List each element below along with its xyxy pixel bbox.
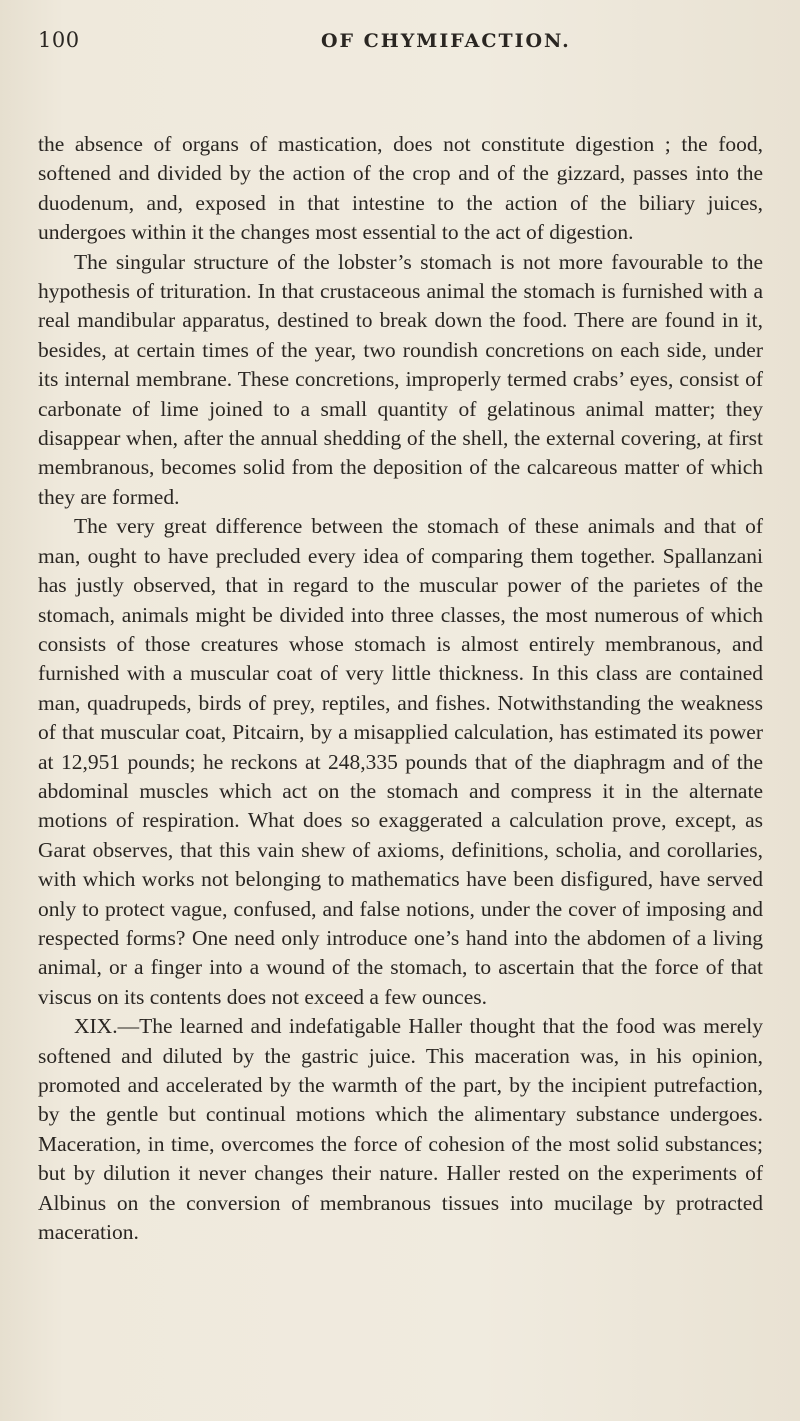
running-title: OF CHYMIFACTION.	[321, 30, 571, 52]
paragraph-stomach-comparison: The very great difference between the stomach of these animals and that of man, ought to have precluded every idea of comparing them together. Spallanzani has justly observed, that in regard to the muscular power of the parietes of the stomach, animals might be divided into three classes, the most numerous of which consists of those creatures whose stomach is almost entirely membranous, and furnished with a muscular coat of very little thickness. In this class are contained man, quadrupeds, birds of prey, reptiles, and fishes. Notwithstanding the weakness of that muscular coat, Pitcairn, by a misapplied calculation, has estimated its power at 12,951 pounds; he reckons at 248,335 pounds that of the diaphragm and of the abdominal muscles which act on the stomach and compress it in the alternate motions of respiration. What does so exaggerated a calculation prove, except, as Garat observes, that this vain shew of axioms, definitions, scholia, and corollaries, with which works not belonging to mathematics have been disfigured, have served only to protect vague, confused, and false notions, under the cover of imposing and respected forms? One need only introduce one’s hand into the abdomen of a living animal, or a finger into a wound of the stomach, to ascertain that the force of that viscus on its contents does not exceed a few ounces.	[38, 514, 763, 1009]
page-number: 100	[38, 28, 80, 52]
running-head	[38, 28, 758, 64]
paragraph-continuation: the absence of organs of mastication, does not constitute digestion ; the food, softened and divided by the action of the crop and of the gizzard, passes into the duodenum, and, exposed in that intestine to the action of the biliary juices, undergoes within it the changes most essential to the act of digestion.	[38, 132, 763, 245]
paragraph-haller-maceration: XIX.—The learned and indefatigable Haller thought that the food was merely softened and diluted by the gastric juice. This maceration was, in his opinion, promoted and accelerated by the warmth of the part, by the incipient putrefaction, by the gentle but continual motions which the alimentary substance undergoes. Maceration, in time, overcomes the force of cohesion of the most solid substances; but by dilution it never changes their nature. Haller rested on the experiments of Albinus on the conversion of membranous tissues into mucilage by protracted maceration.	[38, 1014, 763, 1245]
paragraph-lobster-stomach: The singular structure of the lobster’s stomach is not more favourable to the hypothesis of trituration. In that crustaceous animal the stomach is furnished with a real mandibular apparatus, destined to break down the food. There are found in it, besides, at certain times of the year, two roundish concretions on each side, under its internal membrane. These concretions, improperly termed crabs’ eyes, consist of carbonate of lime joined to a small quantity of gelatinous animal matter; they disappear when, after the annual shedding of the shell, the external covering, at first membranous, becomes solid from the deposition of the calcareous matter of which they are formed.	[38, 249, 763, 509]
body-text	[38, 130, 763, 1410]
